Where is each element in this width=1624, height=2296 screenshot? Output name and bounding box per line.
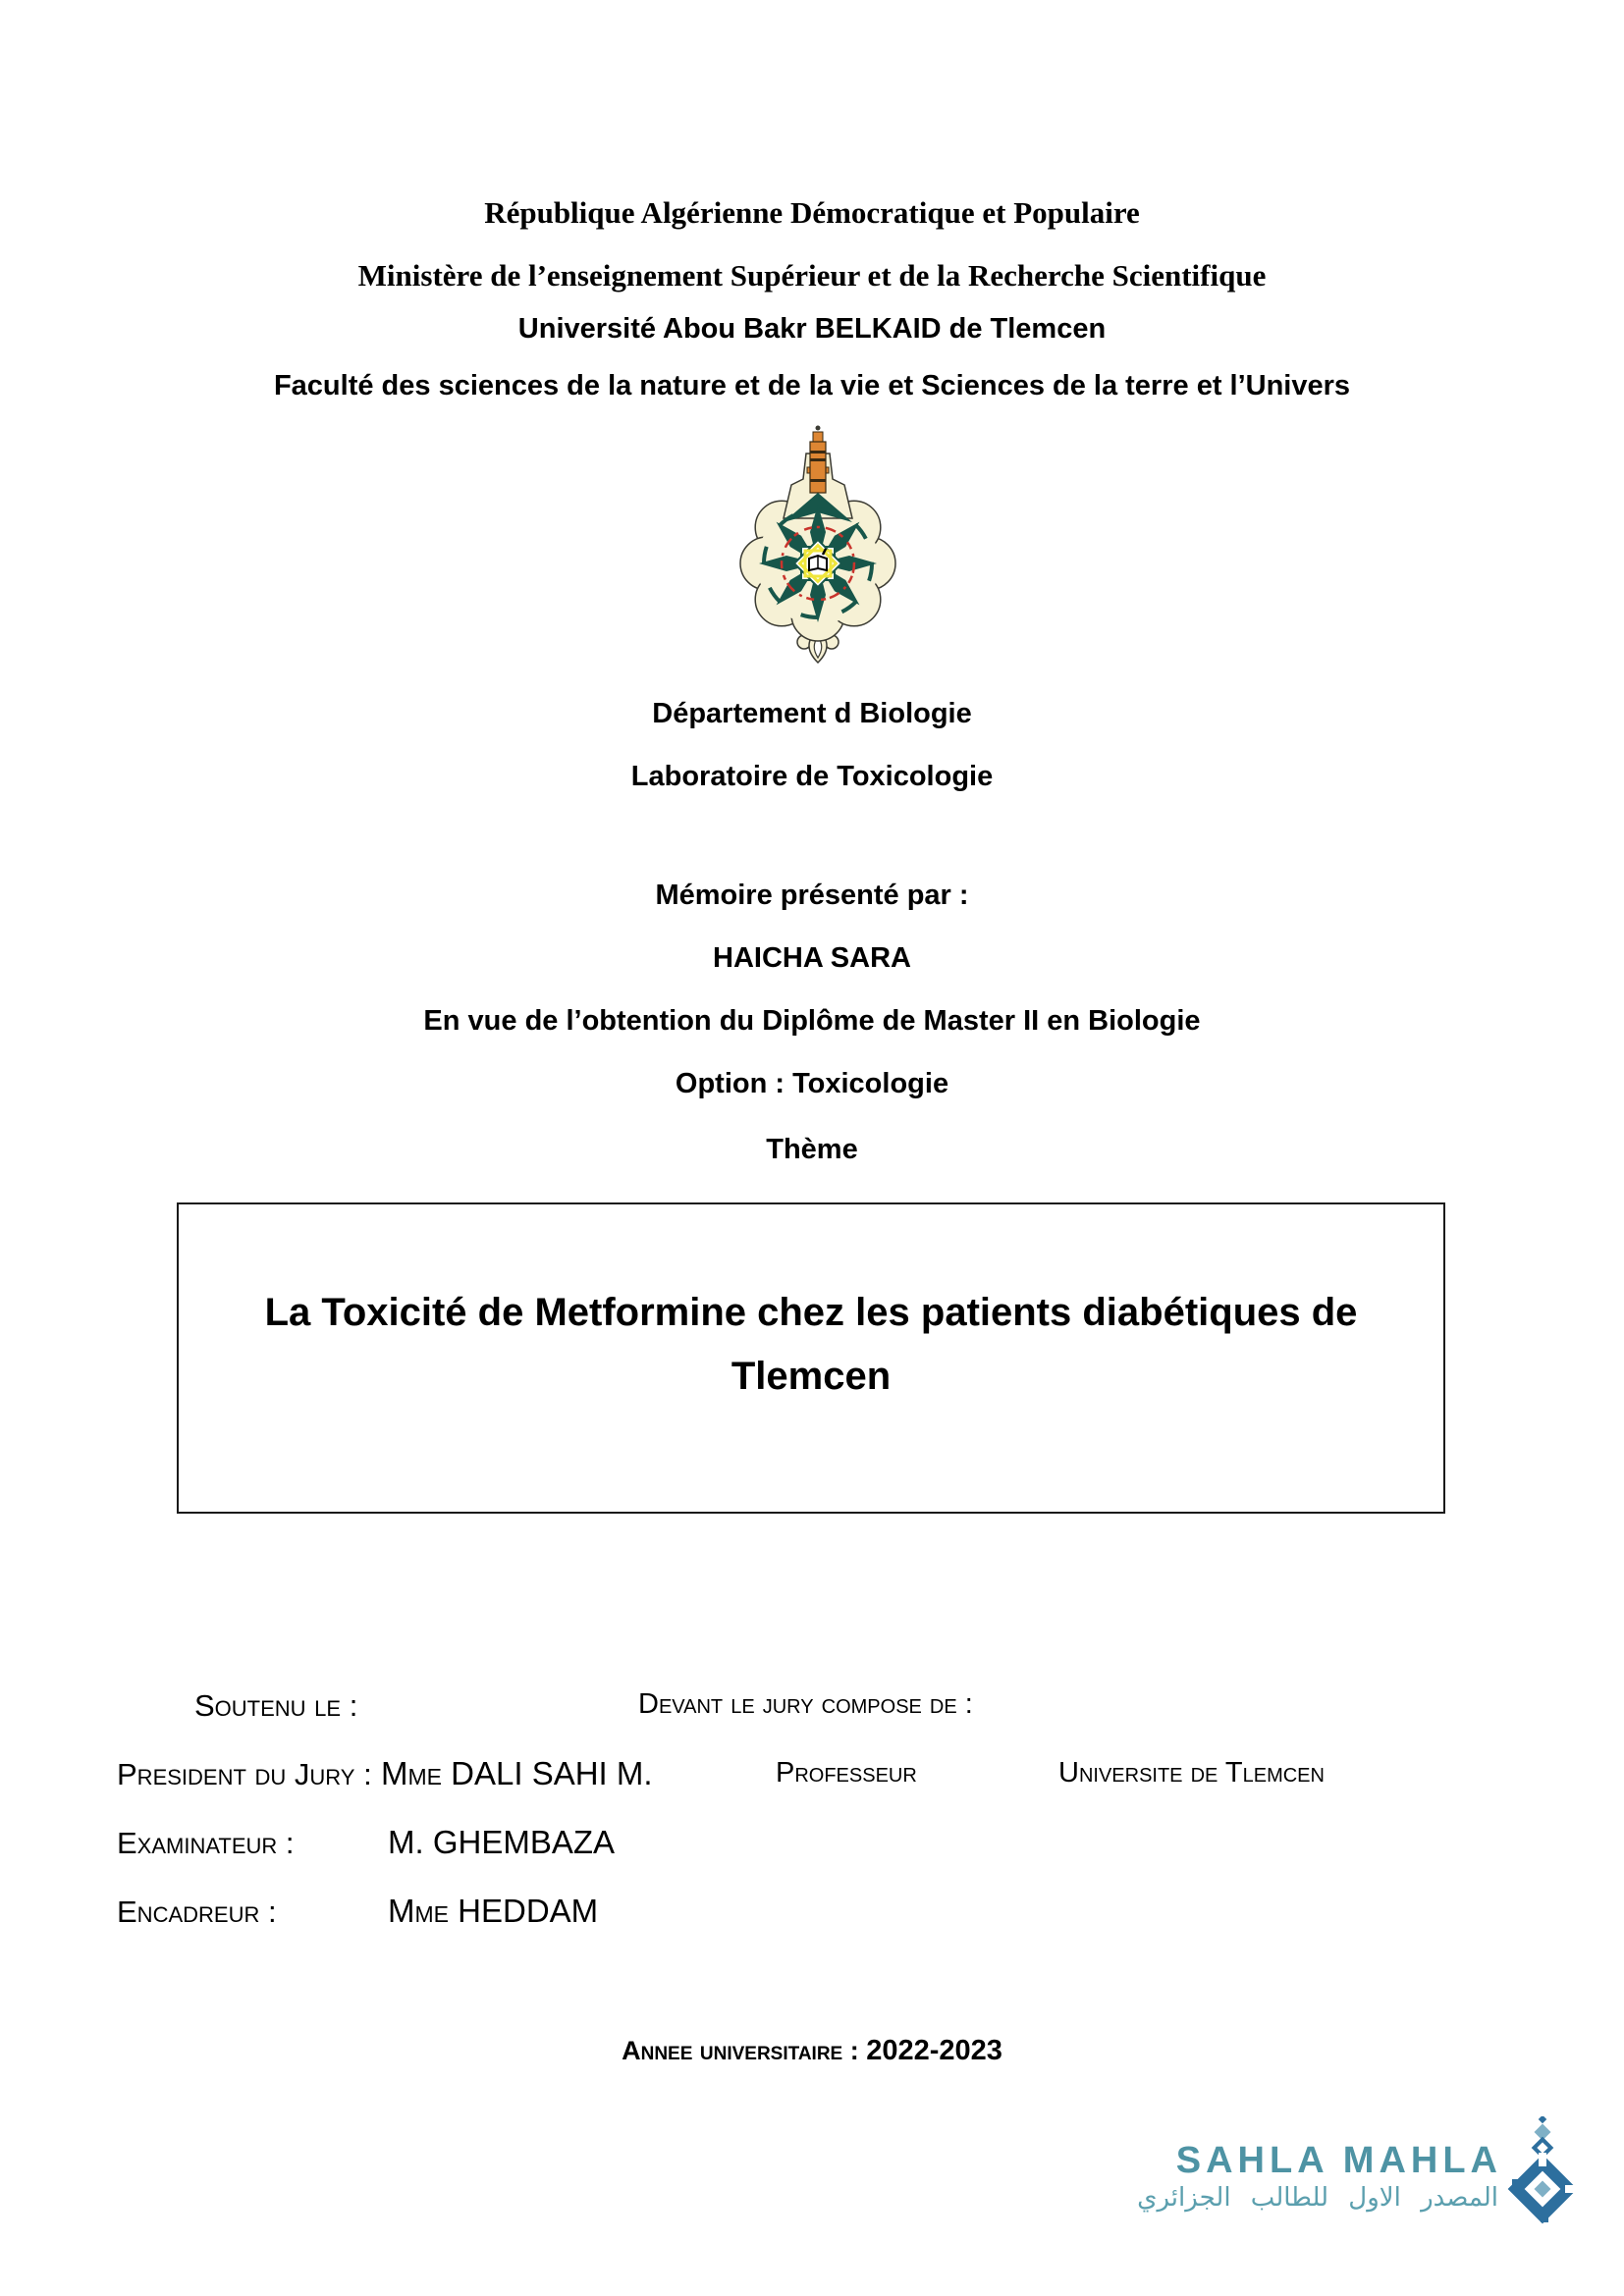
soutenu-label: Soutenu le :: [194, 1688, 358, 1723]
university-seal-icon: [725, 424, 911, 665]
header-faculty: Faculté des sciences de la nature et de la vie et Sciences de la terre et l’Univers: [273, 370, 1351, 401]
brand-tagline: المصدر الاول للطالب الجزائري: [1137, 2183, 1498, 2213]
jury-row: [0, 1895, 1624, 1938]
memoire-intro: Mémoire présenté par :: [655, 880, 969, 911]
header-ministry: Ministère de l’enseignement Supérieur et de la Recherche Scientifique: [357, 258, 1267, 293]
jury-name: M. GHEMBAZA: [388, 1824, 616, 1860]
thesis-title-line1: La Toxicité de Metformine chez les patients diabétiques de: [264, 1290, 1358, 1334]
header-university: Université Abou Bakr BELKAID de Tlemcen: [517, 313, 1107, 345]
option-line: Option : Toxicologie: [675, 1068, 949, 1099]
thesis-title-line2: Tlemcen: [731, 1354, 892, 1398]
laboratory-line: Laboratoire de Toxicologie: [630, 761, 994, 792]
jury-name: Mme DALI SAHI M.: [381, 1755, 653, 1791]
department-line: Département d Biologie: [652, 698, 972, 729]
academic-year-value: 2022-2023: [866, 2035, 1002, 2066]
jury-role: President du Jury :: [117, 1757, 372, 1791]
author-name: HAICHA SARA: [713, 942, 911, 974]
jury-role: Encadreur :: [117, 1895, 277, 1929]
jury-role: Examinateur :: [117, 1826, 295, 1860]
theme-label: Thème: [766, 1134, 858, 1165]
jury-header-row: [0, 1688, 1624, 1732]
academic-year-label: Annee universitaire :: [622, 2036, 867, 2065]
jury-row: [0, 1826, 1624, 1869]
jury-grade: Professeur: [776, 1757, 917, 1789]
brand-name: SAHLA MAHLA: [1175, 2140, 1502, 2181]
theme-box: [177, 1202, 1445, 1514]
academic-year-line: [0, 2035, 1624, 2067]
jury-row: [0, 1757, 1624, 1800]
jury-affiliation: Universite de Tlemcen: [1058, 1757, 1325, 1789]
header-republic: République Algérienne Démocratique et Populaire: [484, 195, 1140, 230]
degree-line: En vue de l’obtention du Diplôme de Master II en Biologie: [423, 1005, 1201, 1037]
brand-calligraphy-icon: [1504, 2116, 1581, 2228]
devant-label: Devant le jury compose de :: [638, 1688, 973, 1720]
jury-name: Mme HEDDAM: [388, 1893, 599, 1929]
